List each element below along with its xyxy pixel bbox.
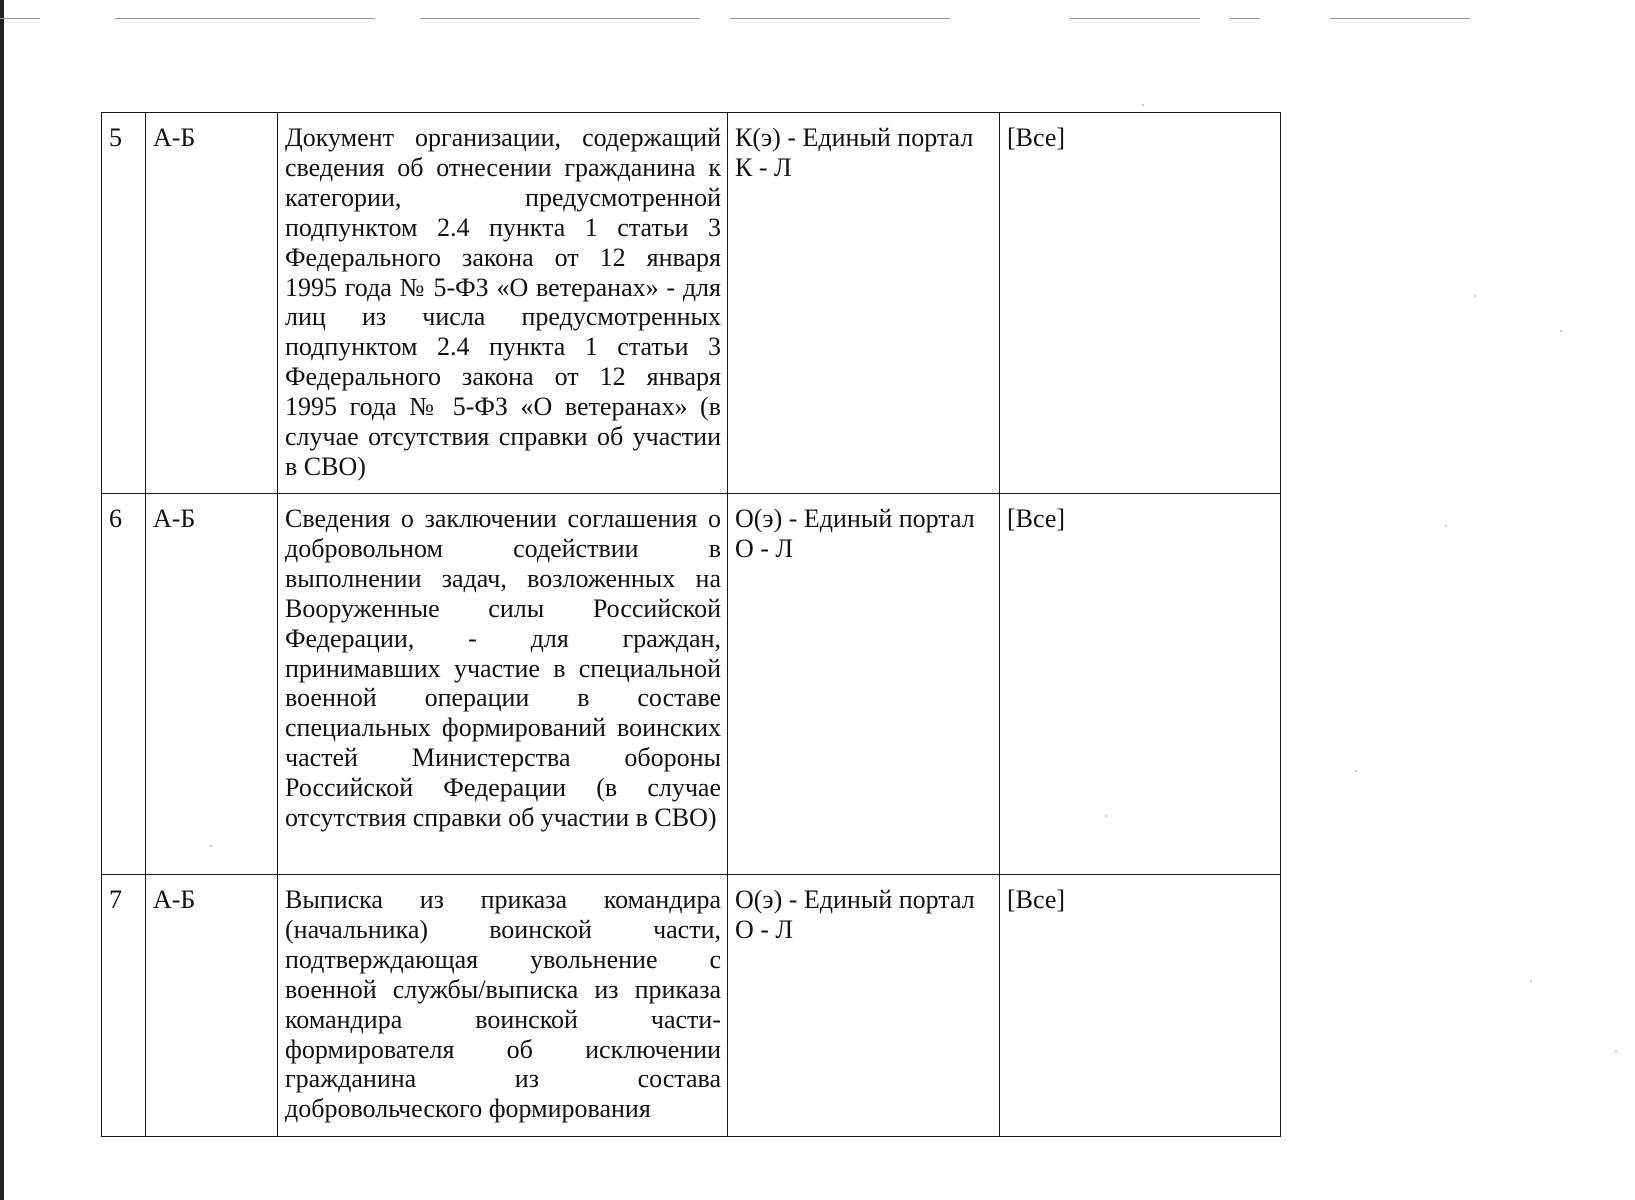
row-description: Выписка из приказа командира (начальника) воинской части, подтверждающая увольнение с военной службы/выписка из приказа командира воинской части-формирователя об исключении гражданина из состава добровольческого формирования — [278, 875, 728, 1137]
form-line-1: К(э) - Единый портал — [735, 123, 974, 152]
scan-line — [115, 18, 375, 19]
scan-left-edge — [0, 0, 4, 1200]
table-row — [102, 494, 1281, 875]
row-number: 7 — [102, 875, 146, 1137]
row-number: 6 — [102, 494, 146, 875]
scan-speck — [1445, 525, 1447, 527]
scan-speck — [1474, 295, 1476, 297]
scan-line — [420, 18, 700, 19]
row-number: 5 — [102, 113, 146, 494]
row-form — [728, 494, 1000, 875]
scan-speck — [1560, 330, 1562, 332]
row-form — [728, 113, 1000, 494]
scan-line — [1330, 18, 1470, 19]
form-line-2: О - Л — [735, 533, 794, 563]
row-description: Документ организации, содержащий сведения об отнесении гражданина к категории, предусмотренной подпунктом 2.4 пункта 1 статьи 3 Федерального закона от 12 января 1995 года № 5-ФЗ «О ветеранах» - для лиц из числа предусмотренных подпунктом 2.4 пункта 1 статьи 3 Федерального закона от 12 января 1995 года № 5-ФЗ «О ветеранах» (в случае отсутствия справки об участии в СВО) — [278, 113, 728, 494]
row-scope: [Все] — [1000, 875, 1281, 1137]
scan-speck — [1355, 770, 1357, 772]
document-table — [101, 112, 1281, 1137]
table-row — [102, 113, 1281, 494]
scan-line — [1070, 18, 1200, 19]
row-form — [728, 875, 1000, 1137]
form-line-2: О - Л — [735, 914, 794, 944]
row-scope: [Все] — [1000, 113, 1281, 494]
scan-speck — [1530, 980, 1532, 982]
row-code: А-Б — [146, 494, 278, 875]
scan-speck — [1615, 1050, 1617, 1052]
row-code: А-Б — [146, 875, 278, 1137]
scan-line — [1230, 18, 1260, 19]
row-code: А-Б — [146, 113, 278, 494]
form-line-2: К - Л — [735, 152, 792, 182]
scan-speck — [1142, 104, 1144, 106]
scan-line — [730, 18, 950, 19]
table-row — [102, 875, 1281, 1137]
row-scope: [Все] — [1000, 494, 1281, 875]
form-line-1: О(э) - Единый портал — [735, 885, 975, 914]
row-description: Сведения о заключении соглашения о добровольном содействии в выполнении задач, возложенных на Вооруженные силы Российской Федерации, - для граждан, принимавших участие в специальной военной операции в составе специальных формирований воинских частей Министерства обороны Российской Федерации (в случае отсутствия справки об участии в СВО) — [278, 494, 728, 875]
scan-line — [0, 18, 40, 19]
form-line-1: О(э) - Единый портал — [735, 504, 975, 533]
